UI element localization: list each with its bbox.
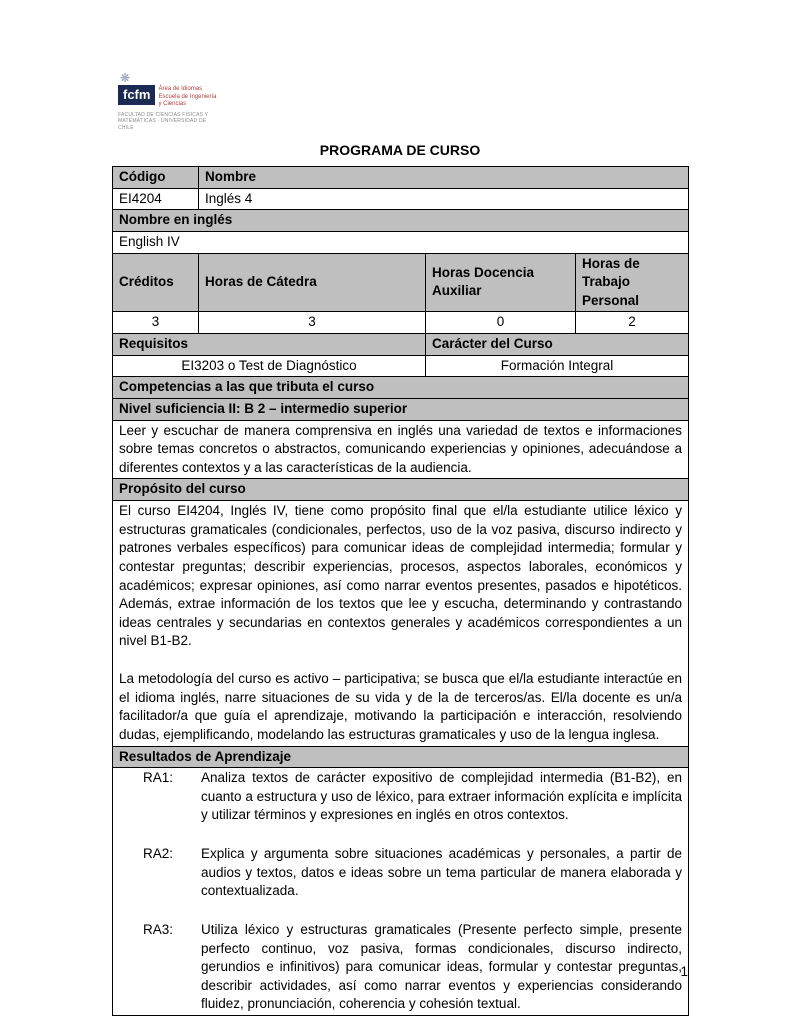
logo-unit-text [158,85,216,109]
logo-faculty-caption: FACULTAD DE CIENCIAS FÍSICAS Y MATEMÁTICAS · UNIVERSIDAD DE CHILE [118,111,209,131]
nombre-ingles-value-cell: English IV [113,231,689,253]
table-row [113,479,689,501]
outcome-label-ra1: RA1: [143,770,174,786]
competencias-section-header: Competencias a las que tributa el curso [113,377,689,399]
logo-unit-line3: y Ciencias [158,101,187,107]
table-row [113,768,689,1016]
horas-docencia-value-cell: 0 [426,312,576,334]
creditos-value-cell: 3 [113,312,199,334]
table-row [113,746,689,768]
horas-catedra-value-cell: 3 [199,312,426,334]
competencias-text-cell: Leer y escuchar de manera comprensiva en inglés una variedad de textos e informaciones sobre temas concretos o abstractos, comunicando experiencias y opiniones, adecuándose a diferentes contextos y a las características de la audiencia. [113,420,689,479]
proposito-text-cell [113,501,689,747]
page-title: PROGRAMA DE CURSO [319,142,481,158]
horas-trabajo-value-cell: 2 [576,312,689,334]
horas-docencia-header-cell: Horas Docencia Auxiliar [426,253,576,312]
outcome-label-ra2: RA2: [143,846,174,861]
nivel-suficiencia-header: Nivel suficiencia II: B 2 – intermedio superior [113,398,689,420]
table-row [113,420,689,479]
horas-catedra-header-cell: Horas de Cátedra [199,253,426,312]
nombre-value-cell: Inglés 4 [199,188,689,210]
table-row [113,167,689,189]
codigo-value-cell: EI4204 [113,188,199,210]
fcfm-logo [118,72,248,131]
codigo-header-cell: Código [113,167,199,189]
table-row [113,501,689,747]
caracter-value-cell: Formación Integral [426,355,689,377]
proposito-paragraph-2: La metodología del curso es activo – participativa; se busca que el/la estudiante interactúe en el idioma inglés, narre situaciones de su vida y de la de terceros/as. El/la docente es un/a facilitador/a que guía el aprendizaje, motivando la participación e interacción, resolviendo dudas, ejemplificando, modelando las estructuras gramaticales y uso de la lengua inglesa. [119,671,683,742]
course-program-table [112,166,688,1016]
outcome-text-ra2: Explica y argumenta sobre situaciones académicas y personales, a partir de audios y textos, datos e ideas sobre un tema particular de manera elaborada y contextualizada. [201,846,683,899]
resultados-section-header: Resultados de Aprendizaje [113,746,689,768]
resultados-cell [113,768,689,1016]
table-row [113,231,689,253]
table-row [113,312,689,334]
caracter-header-cell: Carácter del Curso [426,334,689,356]
table-row [113,398,689,420]
table-row [113,377,689,399]
table-row [113,334,689,356]
creditos-header-cell: Créditos [113,253,199,312]
requisitos-value-cell: EI3203 o Test de Diagnóstico [113,355,426,377]
requisitos-header-cell: Requisitos [113,334,426,356]
logo-unit-line1: Área de Idiomas [158,86,203,92]
horas-trabajo-header-cell: Horas de Trabajo Personal [576,253,689,312]
outcome-text-ra1: Analiza textos de carácter expositivo de complejidad intermedia (B1-B2), en cuanto a estructura y uso de léxico, para extraer información explícita e implícita y utilizar términos y expresiones en inglés en otros contextos. [201,770,683,823]
logo-acronym: fcfm [118,85,155,105]
proposito-paragraph-1: El curso EI4204, Inglés IV, tiene como propósito final que el/la estudiante utilice léxico y estructuras gramaticales (condicionales, perfectos, uso de la voz pasiva, discurso indirecto y patrones verbales específicos) para comunicar ideas de complejidad intermedia; formular y contestar preguntas; describir experiencias, procesos, aspectos laborales, económicos y académicos; expresar opiniones, así como narrar eventos presentes, pasados e hipotéticos. Además, extrae información de los textos que lee y escucha, determinando y contrastando ideas centrales y secundarias en contextos generales y académicos correspondientes a un nivel B1-B2. [119,503,683,649]
learning-outcome-item-ra1 [119,769,682,825]
logo-main [118,85,248,109]
table-row [113,355,689,377]
table-row [113,188,689,210]
table-row [113,253,689,312]
learning-outcome-item-ra2 [119,845,682,901]
proposito-section-header: Propósito del curso [113,479,689,501]
page-number: 1 [680,964,688,979]
logo-unit-line2: Escuela de Ingeniería [158,93,217,100]
table-row [113,210,689,232]
outcome-text-ra3: Utiliza léxico y estructuras gramaticales (Presente perfecto simple, presente perfecto continuo, voz pasiva, formas condicionales, discurso indirecto, gerundios e infinitivos) para comunicar ideas, formular y contestar preguntas, describir actividades, así como narrar eventos y experiencias considerando fluidez, pronunciación, coherencia y cohesión textual. [201,921,683,1012]
logo-plant-icon: ❋ [120,71,131,85]
learning-outcome-item-ra3 [119,921,682,1014]
nombre-ingles-header-cell: Nombre en inglés [113,210,689,232]
outcome-label-ra3: RA3: [143,921,174,937]
nombre-header-cell: Nombre [199,167,689,189]
